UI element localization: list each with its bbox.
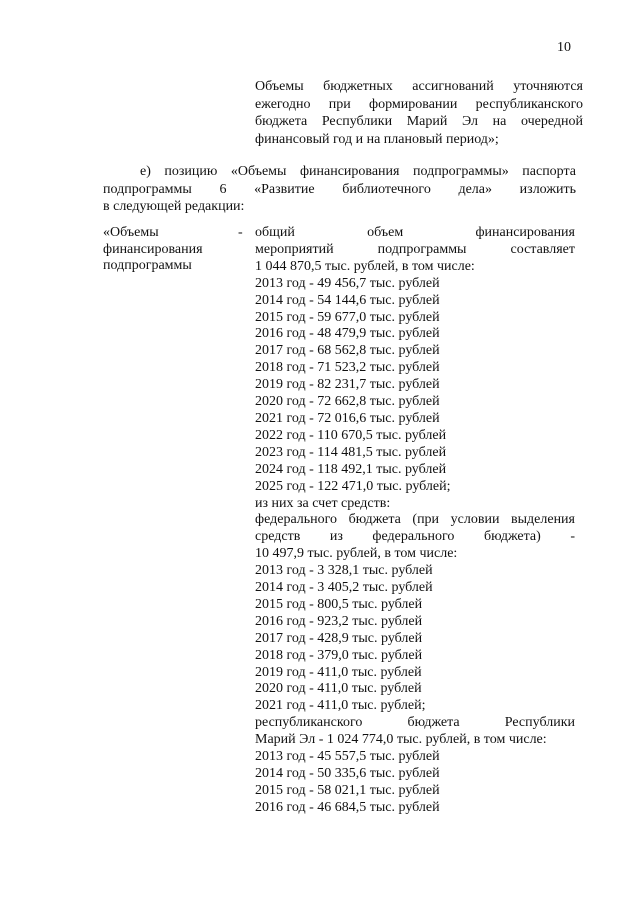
republic-year-row: 2016 год - 46 684,5 тыс. рублей <box>255 799 440 815</box>
label-line: «Объемы <box>103 225 159 240</box>
federal-year-row: 2020 год - 411,0 тыс. рублей <box>255 681 422 697</box>
total-year-row: 2019 год - 82 231,7 тыс. рублей <box>255 377 440 393</box>
federal-year-row: 2014 год - 3 405,2 тыс. рублей <box>255 580 433 596</box>
federal-year-row: 2019 год - 411,0 тыс. рублей <box>255 664 422 680</box>
federal-years-list <box>255 563 575 715</box>
federal-line: 10 497,9 тыс. рублей, в том числе: <box>255 546 458 562</box>
total-year-row: 2020 год - 72 662,8 тыс. рублей <box>255 394 440 410</box>
federal-year-row: 2016 год - 923,2 тыс. рублей <box>255 613 423 629</box>
intro-paragraph: Объемы бюджетных ассигнований уточняются ежегодно при формировании республиканского бюджета Республики Марий Эл на очередной финансовый год и на плановый период»; <box>255 79 583 147</box>
total-year-row: 2016 год - 48 479,9 тыс. рублей <box>255 326 440 342</box>
republic-year-row: 2014 год - 50 335,6 тыс. рублей <box>255 766 440 781</box>
republic-years-list <box>255 749 575 817</box>
federal-year-row: 2018 год - 379,0 тыс. рублей <box>255 647 423 663</box>
total-year-row: 2017 год - 68 562,8 тыс. рублей <box>255 343 440 359</box>
label-line: подпрограммы <box>103 258 192 273</box>
total-year-row: 2015 год - 59 677,0 тыс. рублей <box>255 309 440 325</box>
instruction-paragraph <box>103 163 576 216</box>
instruction-line-2: подпрограммы 6 «Развитие библиотечного дела» изложить <box>103 181 576 197</box>
total-year-row: 2013 год - 49 456,7 тыс. рублей <box>255 275 440 291</box>
republic-line: Марий Эл - 1 024 774,0 тыс. рублей, в том числе: <box>255 732 547 748</box>
total-year-row: 2014 год - 54 144,6 тыс. рублей <box>255 292 440 308</box>
federal-year-row: 2017 год - 428,9 тыс. рублей <box>255 630 423 646</box>
sources-intro: из них за счет средств: <box>255 495 391 511</box>
republic-year-row: 2015 год - 58 021,1 тыс. рублей <box>255 782 440 798</box>
federal-line: средств из федерального бюджета) - <box>255 529 575 545</box>
total-year-row: 2025 год - 122 471,0 тыс. рублей; <box>255 478 451 494</box>
label-dash: - <box>238 225 243 240</box>
total-year-row: 2018 год - 71 523,2 тыс. рублей <box>255 360 440 376</box>
total-line: 1 044 870,5 тыс. рублей, в том числе: <box>255 258 475 274</box>
total-years-list <box>255 276 575 496</box>
republic-year-row: 2013 год - 45 557,5 тыс. рублей <box>255 749 440 765</box>
total-year-row: 2024 год - 118 492,1 тыс. рублей <box>255 461 447 477</box>
funding-label <box>103 225 253 275</box>
total-line: общий объем финансирования <box>255 225 575 240</box>
instruction-line-3: в следующей редакции: <box>103 199 245 214</box>
total-year-row: 2022 год - 110 670,5 тыс. рублей <box>255 427 447 443</box>
funding-values <box>255 225 575 817</box>
federal-year-row: 2015 год - 800,5 тыс. рублей <box>255 596 423 612</box>
total-year-row: 2021 год - 72 016,6 тыс. рублей <box>255 410 440 426</box>
federal-year-row: 2013 год - 3 328,1 тыс. рублей <box>255 563 433 579</box>
label-line: финансирования <box>103 241 203 257</box>
instruction-line-1: е) позицию «Объемы финансирования подпрограммы» паспорта <box>140 164 576 179</box>
federal-line: федерального бюджета (при условии выделения <box>255 512 575 528</box>
republic-line: республиканского бюджета Республики <box>255 715 575 731</box>
page-number: 10 <box>557 40 571 55</box>
federal-year-row: 2021 год - 411,0 тыс. рублей; <box>255 698 426 714</box>
total-line: мероприятий подпрограммы составляет <box>255 241 575 257</box>
total-year-row: 2023 год - 114 481,5 тыс. рублей <box>255 444 447 460</box>
